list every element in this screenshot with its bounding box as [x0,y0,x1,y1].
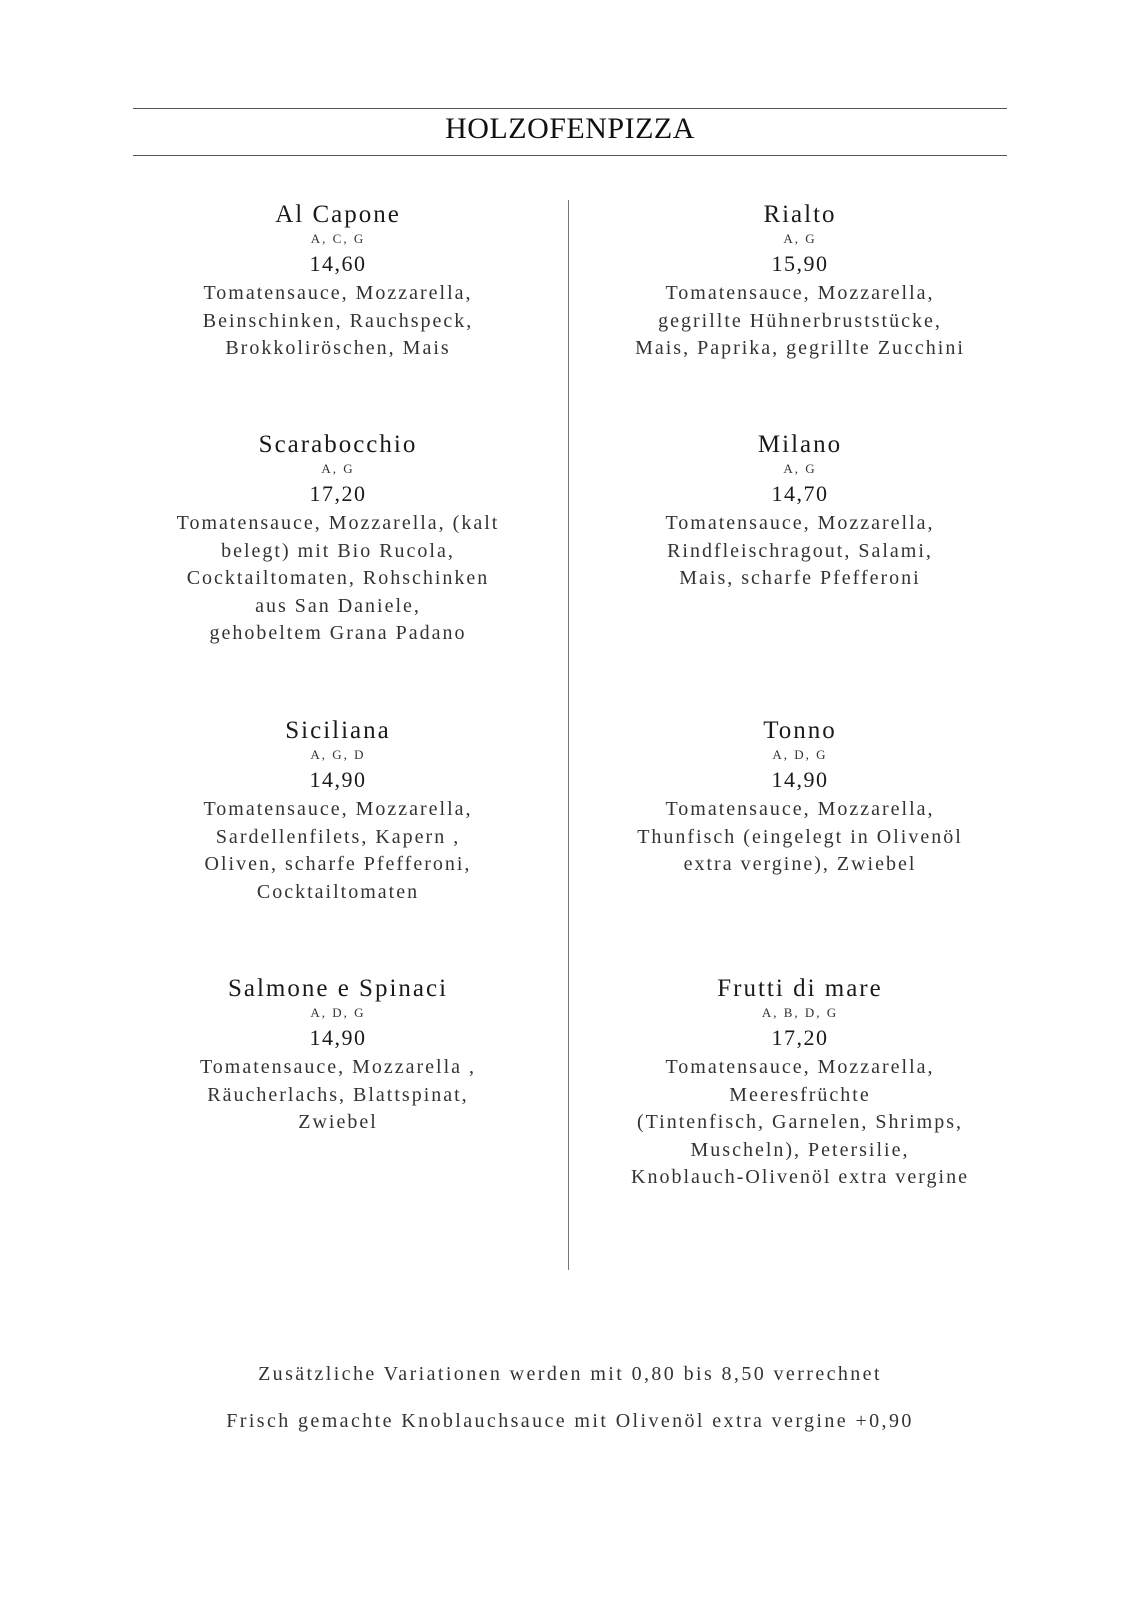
item-allergens: A, G [783,461,817,476]
item-price: 17,20 [309,481,367,506]
item-price: 14,90 [771,767,829,792]
item-name: Rialto [763,201,837,228]
item-name: Tonno [763,717,837,744]
menu-item-scarabocchio [128,430,548,648]
item-name: Salmone e Spinaci [227,975,449,1002]
item-description: Tomatensauce, Mozzarella , Räucherlachs, Blattspinat, Zwiebel [199,1056,477,1133]
item-name: Frutti di mare [717,975,883,1002]
item-name: Milano [757,431,843,458]
item-description: Tomatensauce, Mozzarella, gegrillte Hühnerbruststücke, Mais, Paprika, gegrillte Zucchini [635,282,965,359]
item-description: Tomatensauce, Mozzarella, Thunfisch (eingelegt in Olivenöl extra vergine), Zwiebel [637,798,963,875]
variations-note: Zusätzliche Variationen werden mit 0,80 bis 8,50 verrechnet [258,1363,882,1385]
item-allergens: A, C, G [310,231,366,246]
item-allergens: A, G [783,231,817,246]
item-name: Scarabocchio [258,431,418,458]
menu-item-milano [590,430,1010,593]
menu-item-salmone-e-spinaci [128,974,548,1137]
item-price: 17,20 [771,1025,829,1050]
item-description: Tomatensauce, Mozzarella, (kalt belegt) mit Bio Rucola, Cocktailtomaten, Rohschinken aus San Daniele, gehobeltem Grana Padano [176,512,500,644]
title-bottom-rule [133,155,1007,156]
item-description: Tomatensauce, Mozzarella, Rindfleischragout, Salami, Mais, scharfe Pfefferoni [665,512,935,589]
column-divider [568,200,569,1270]
menu-item-al-capone [128,200,548,363]
item-description: Tomatensauce, Mozzarella, Sardellenfilets, Kapern , Oliven, scharfe Pfefferoni, Cocktailtomaten [203,798,473,903]
item-name: Siciliana [285,717,391,744]
menu-item-frutti-di-mare [590,974,1010,1192]
item-price: 14,70 [771,481,829,506]
item-price: 14,90 [309,1025,367,1050]
item-price: 14,90 [309,767,367,792]
item-description: Tomatensauce, Mozzarella, Beinschinken, Rauchspeck, Brokkoliröschen, Mais [202,282,474,359]
item-allergens: A, G [321,461,355,476]
item-price: 15,90 [771,251,829,276]
item-allergens: A, B, D, G [761,1005,839,1020]
garlic-sauce-note: Frisch gemachte Knoblauchsauce mit Olivenöl extra vergine +0,90 [226,1410,914,1432]
item-allergens: A, D, G [310,1005,366,1020]
title-top-rule [133,108,1007,109]
item-allergens: A, D, G [772,747,828,762]
menu-item-tonno [590,716,1010,879]
item-description: Tomatensauce, Mozzarella, Meeresfrüchte (Tintenfisch, Garnelen, Shrimps, Muscheln), Petersilie, Knoblauch-Olivenöl extra vergine [631,1056,969,1188]
page-title: HOLZOFENPIZZA [445,112,695,145]
item-name: Al Capone [275,201,401,228]
menu-item-siciliana [128,716,548,906]
menu-item-rialto [590,200,1010,363]
item-price: 14,60 [309,251,367,276]
item-allergens: A, G, D [310,747,366,762]
